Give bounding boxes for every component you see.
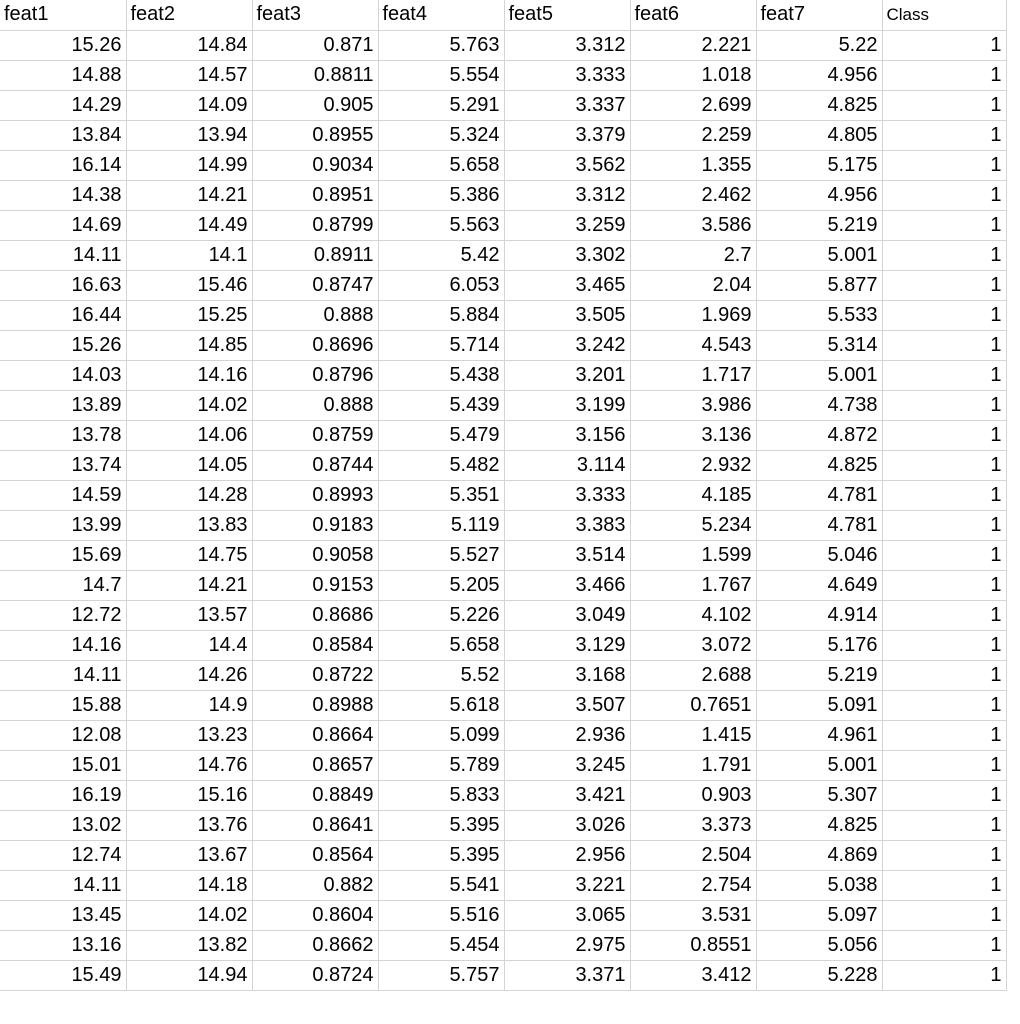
table-cell[interactable]: 3.065: [504, 900, 630, 930]
table-cell[interactable]: 5.234: [630, 510, 756, 540]
table-row: [0, 420, 1006, 450]
table-cell[interactable]: 15.16: [126, 780, 252, 810]
column-header-cell[interactable]: Class: [882, 0, 1006, 30]
table-cell[interactable]: 1: [882, 540, 1006, 570]
table-row: [0, 690, 1006, 720]
table-cell[interactable]: 3.312: [504, 180, 630, 210]
table-cell[interactable]: 2.936: [504, 720, 630, 750]
table-cell[interactable]: 15.88: [0, 690, 126, 720]
table-cell[interactable]: 1.767: [630, 570, 756, 600]
table-cell[interactable]: 4.543: [630, 330, 756, 360]
table-row: [0, 660, 1006, 690]
column-header-cell[interactable]: feat4: [378, 0, 504, 30]
table-cell[interactable]: 14.03: [0, 360, 126, 390]
table-cell[interactable]: 0.8747: [252, 270, 378, 300]
table-cell[interactable]: 6.053: [378, 270, 504, 300]
table-cell[interactable]: 14.76: [126, 750, 252, 780]
table-cell[interactable]: 13.02: [0, 810, 126, 840]
table-cell[interactable]: 0.882: [252, 870, 378, 900]
table-cell[interactable]: 1: [882, 90, 1006, 120]
table-cell[interactable]: 4.914: [756, 600, 882, 630]
table-row: [0, 480, 1006, 510]
table-cell[interactable]: 1: [882, 150, 1006, 180]
table-cell[interactable]: 14.05: [126, 450, 252, 480]
table-cell[interactable]: 3.114: [504, 450, 630, 480]
table-cell[interactable]: 16.63: [0, 270, 126, 300]
table-cell[interactable]: 14.11: [0, 660, 126, 690]
table-cell[interactable]: 3.245: [504, 750, 630, 780]
table-cell[interactable]: 12.72: [0, 600, 126, 630]
table-cell[interactable]: 4.102: [630, 600, 756, 630]
table-cell[interactable]: 4.781: [756, 480, 882, 510]
table-cell[interactable]: 14.99: [126, 150, 252, 180]
table-cell[interactable]: 5.351: [378, 480, 504, 510]
table-cell[interactable]: 5.516: [378, 900, 504, 930]
table-cell[interactable]: 0.8551: [630, 930, 756, 960]
table-cell[interactable]: 3.531: [630, 900, 756, 930]
table-cell[interactable]: 3.312: [504, 30, 630, 60]
table-cell[interactable]: 15.26: [0, 30, 126, 60]
column-header-cell[interactable]: feat7: [756, 0, 882, 30]
table-cell[interactable]: 2.7: [630, 240, 756, 270]
table-cell[interactable]: 0.9153: [252, 570, 378, 600]
table-cell[interactable]: 16.14: [0, 150, 126, 180]
table-cell[interactable]: 15.49: [0, 960, 126, 990]
table-cell[interactable]: 14.57: [126, 60, 252, 90]
table-cell[interactable]: 14.38: [0, 180, 126, 210]
table-cell[interactable]: 1: [882, 600, 1006, 630]
table-cell[interactable]: 0.8759: [252, 420, 378, 450]
table-cell[interactable]: 4.956: [756, 180, 882, 210]
table-cell[interactable]: 1: [882, 570, 1006, 600]
table-cell[interactable]: 14.16: [0, 630, 126, 660]
table-row: [0, 300, 1006, 330]
table-cell[interactable]: 14.21: [126, 570, 252, 600]
table-cell[interactable]: 13.45: [0, 900, 126, 930]
table-cell[interactable]: 5.119: [378, 510, 504, 540]
table-cell[interactable]: 0.8988: [252, 690, 378, 720]
table-cell[interactable]: 14.4: [126, 630, 252, 660]
table-cell[interactable]: 3.199: [504, 390, 630, 420]
table-cell[interactable]: 1.415: [630, 720, 756, 750]
table-cell[interactable]: 4.781: [756, 510, 882, 540]
table-cell[interactable]: 1: [882, 840, 1006, 870]
table-cell[interactable]: 14.28: [126, 480, 252, 510]
table-cell[interactable]: 5.884: [378, 300, 504, 330]
table-cell[interactable]: 1.355: [630, 150, 756, 180]
table-cell[interactable]: 14.02: [126, 900, 252, 930]
table-cell[interactable]: 3.333: [504, 480, 630, 510]
table-cell[interactable]: 2.462: [630, 180, 756, 210]
table-cell[interactable]: 1: [882, 810, 1006, 840]
table-cell[interactable]: 1: [882, 930, 1006, 960]
column-header-cell[interactable]: feat6: [630, 0, 756, 30]
table-cell[interactable]: 1: [882, 210, 1006, 240]
table-cell[interactable]: 4.825: [756, 90, 882, 120]
table-cell[interactable]: 3.373: [630, 810, 756, 840]
table-cell[interactable]: 0.8724: [252, 960, 378, 990]
table-cell[interactable]: 5.226: [378, 600, 504, 630]
table-cell[interactable]: 5.618: [378, 690, 504, 720]
table-row: [0, 750, 1006, 780]
table-cell[interactable]: 3.986: [630, 390, 756, 420]
table-cell[interactable]: 1: [882, 720, 1006, 750]
table-cell[interactable]: 1.018: [630, 60, 756, 90]
table-cell[interactable]: 0.8664: [252, 720, 378, 750]
table-cell[interactable]: 3.337: [504, 90, 630, 120]
table-cell[interactable]: 14.26: [126, 660, 252, 690]
table-cell[interactable]: 5.52: [378, 660, 504, 690]
table-cell[interactable]: 1: [882, 330, 1006, 360]
table-cell[interactable]: 5.438: [378, 360, 504, 390]
table-cell[interactable]: 2.956: [504, 840, 630, 870]
table-cell[interactable]: 3.379: [504, 120, 630, 150]
table-cell[interactable]: 14.1: [126, 240, 252, 270]
table-cell[interactable]: 14.29: [0, 90, 126, 120]
table-row: [0, 780, 1006, 810]
table-cell[interactable]: 13.76: [126, 810, 252, 840]
table-cell[interactable]: 1: [882, 420, 1006, 450]
table-cell[interactable]: 14.02: [126, 390, 252, 420]
table-cell[interactable]: 5.877: [756, 270, 882, 300]
header-row: [0, 0, 1006, 30]
table-cell[interactable]: 5.658: [378, 630, 504, 660]
table-cell[interactable]: 14.7: [0, 570, 126, 600]
table-cell[interactable]: 2.975: [504, 930, 630, 960]
table-cell[interactable]: 5.789: [378, 750, 504, 780]
table-cell[interactable]: 16.44: [0, 300, 126, 330]
table-row: [0, 630, 1006, 660]
table-cell[interactable]: 5.324: [378, 120, 504, 150]
table-cell[interactable]: 5.038: [756, 870, 882, 900]
table-cell[interactable]: 15.25: [126, 300, 252, 330]
table-cell[interactable]: 5.091: [756, 690, 882, 720]
table-cell[interactable]: 1: [882, 240, 1006, 270]
table-cell[interactable]: 0.905: [252, 90, 378, 120]
table-cell[interactable]: 14.11: [0, 240, 126, 270]
table-cell[interactable]: 1: [882, 960, 1006, 990]
table-cell[interactable]: 5.833: [378, 780, 504, 810]
table-cell[interactable]: 5.175: [756, 150, 882, 180]
table-cell[interactable]: 3.586: [630, 210, 756, 240]
table-cell[interactable]: 4.738: [756, 390, 882, 420]
table-cell[interactable]: 14.21: [126, 180, 252, 210]
table-cell[interactable]: 5.228: [756, 960, 882, 990]
table-cell[interactable]: 1.717: [630, 360, 756, 390]
column-header-cell[interactable]: feat3: [252, 0, 378, 30]
table-cell[interactable]: 3.221: [504, 870, 630, 900]
table-cell[interactable]: 1: [882, 300, 1006, 330]
table-cell[interactable]: 0.8722: [252, 660, 378, 690]
table-cell[interactable]: 2.504: [630, 840, 756, 870]
table-cell[interactable]: 13.74: [0, 450, 126, 480]
table-cell[interactable]: 4.956: [756, 60, 882, 90]
table-cell[interactable]: 5.533: [756, 300, 882, 330]
table-cell[interactable]: 0.8849: [252, 780, 378, 810]
table-cell[interactable]: 3.466: [504, 570, 630, 600]
table-cell[interactable]: 0.8662: [252, 930, 378, 960]
table-cell[interactable]: 14.84: [126, 30, 252, 60]
table-cell[interactable]: 13.82: [126, 930, 252, 960]
table-cell[interactable]: 1: [882, 900, 1006, 930]
table-cell[interactable]: 3.302: [504, 240, 630, 270]
table-cell[interactable]: 1: [882, 480, 1006, 510]
table-cell[interactable]: 0.8951: [252, 180, 378, 210]
table-row: [0, 120, 1006, 150]
table-cell[interactable]: 14.59: [0, 480, 126, 510]
table-cell[interactable]: 5.219: [756, 660, 882, 690]
table-cell[interactable]: 3.383: [504, 510, 630, 540]
table-cell[interactable]: 14.16: [126, 360, 252, 390]
table-cell[interactable]: 1: [882, 360, 1006, 390]
table-cell[interactable]: 3.371: [504, 960, 630, 990]
table-cell[interactable]: 13.23: [126, 720, 252, 750]
table-cell[interactable]: 3.412: [630, 960, 756, 990]
table-cell[interactable]: 3.465: [504, 270, 630, 300]
table-cell[interactable]: 1: [882, 870, 1006, 900]
table-cell[interactable]: 0.888: [252, 390, 378, 420]
table-cell[interactable]: 14.49: [126, 210, 252, 240]
table-cell[interactable]: 5.205: [378, 570, 504, 600]
table-cell[interactable]: 5.554: [378, 60, 504, 90]
table-cell[interactable]: 12.74: [0, 840, 126, 870]
table-cell[interactable]: 3.129: [504, 630, 630, 660]
table-cell[interactable]: 1.599: [630, 540, 756, 570]
column-header-cell[interactable]: feat5: [504, 0, 630, 30]
table-cell[interactable]: 5.291: [378, 90, 504, 120]
table-cell[interactable]: 4.825: [756, 810, 882, 840]
table-cell[interactable]: 14.9: [126, 690, 252, 720]
table-cell[interactable]: 0.8584: [252, 630, 378, 660]
table-cell[interactable]: 14.88: [0, 60, 126, 90]
table-cell[interactable]: 5.42: [378, 240, 504, 270]
column-header-cell[interactable]: feat2: [126, 0, 252, 30]
table-cell[interactable]: 0.903: [630, 780, 756, 810]
table-row: [0, 540, 1006, 570]
table-cell[interactable]: 5.099: [378, 720, 504, 750]
table-row: [0, 270, 1006, 300]
table-cell[interactable]: 1: [882, 780, 1006, 810]
table-cell[interactable]: 5.714: [378, 330, 504, 360]
table-cell[interactable]: 0.888: [252, 300, 378, 330]
table-cell[interactable]: 1: [882, 60, 1006, 90]
table-cell[interactable]: 3.026: [504, 810, 630, 840]
table-cell[interactable]: 2.04: [630, 270, 756, 300]
table-cell[interactable]: 5.541: [378, 870, 504, 900]
table-cell[interactable]: 0.8993: [252, 480, 378, 510]
table-row: [0, 210, 1006, 240]
table-cell[interactable]: 14.11: [0, 870, 126, 900]
table-cell[interactable]: 3.049: [504, 600, 630, 630]
table-cell[interactable]: 2.754: [630, 870, 756, 900]
table-cell[interactable]: 14.85: [126, 330, 252, 360]
table-cell[interactable]: 0.8744: [252, 450, 378, 480]
table-cell[interactable]: 1: [882, 750, 1006, 780]
table-cell[interactable]: 4.869: [756, 840, 882, 870]
table-cell[interactable]: 12.08: [0, 720, 126, 750]
table-row: [0, 60, 1006, 90]
table-cell[interactable]: 5.001: [756, 240, 882, 270]
table-row: [0, 450, 1006, 480]
table-cell[interactable]: 15.46: [126, 270, 252, 300]
table-cell[interactable]: 3.333: [504, 60, 630, 90]
table-cell[interactable]: 13.78: [0, 420, 126, 450]
table-cell[interactable]: 13.16: [0, 930, 126, 960]
table-cell[interactable]: 13.57: [126, 600, 252, 630]
table-cell[interactable]: 2.699: [630, 90, 756, 120]
table-cell[interactable]: 14.94: [126, 960, 252, 990]
table-cell[interactable]: 13.83: [126, 510, 252, 540]
table-cell[interactable]: 1: [882, 660, 1006, 690]
table-cell[interactable]: 5.046: [756, 540, 882, 570]
table-cell[interactable]: 3.259: [504, 210, 630, 240]
table-cell[interactable]: 14.69: [0, 210, 126, 240]
table-cell[interactable]: 3.514: [504, 540, 630, 570]
column-header-cell[interactable]: feat1: [0, 0, 126, 30]
table-cell[interactable]: 3.201: [504, 360, 630, 390]
table-cell[interactable]: 3.136: [630, 420, 756, 450]
table-cell[interactable]: 13.67: [126, 840, 252, 870]
table-row: [0, 90, 1006, 120]
table-cell[interactable]: 16.19: [0, 780, 126, 810]
table-row: [0, 870, 1006, 900]
table-cell[interactable]: 15.26: [0, 330, 126, 360]
table-cell[interactable]: 4.872: [756, 420, 882, 450]
table-cell[interactable]: 0.9034: [252, 150, 378, 180]
table-cell[interactable]: 2.688: [630, 660, 756, 690]
table-cell[interactable]: 5.757: [378, 960, 504, 990]
table-cell[interactable]: 2.259: [630, 120, 756, 150]
table-cell[interactable]: 5.527: [378, 540, 504, 570]
table-cell[interactable]: 3.242: [504, 330, 630, 360]
table-cell[interactable]: 5.454: [378, 930, 504, 960]
table-cell[interactable]: 3.156: [504, 420, 630, 450]
table-row: [0, 600, 1006, 630]
table-cell[interactable]: 3.421: [504, 780, 630, 810]
table-cell[interactable]: 1: [882, 30, 1006, 60]
table-row: [0, 390, 1006, 420]
table-cell[interactable]: 0.8686: [252, 600, 378, 630]
table-cell[interactable]: 0.8799: [252, 210, 378, 240]
table-cell[interactable]: 3.562: [504, 150, 630, 180]
table-cell[interactable]: 0.9183: [252, 510, 378, 540]
table-cell[interactable]: 1.791: [630, 750, 756, 780]
table-cell[interactable]: 1: [882, 450, 1006, 480]
table-cell[interactable]: 3.168: [504, 660, 630, 690]
table-row: [0, 930, 1006, 960]
table-row: [0, 510, 1006, 540]
table-cell[interactable]: 5.763: [378, 30, 504, 60]
table-cell[interactable]: 5.439: [378, 390, 504, 420]
table-cell[interactable]: 5.314: [756, 330, 882, 360]
table-cell[interactable]: 0.8796: [252, 360, 378, 390]
table-cell[interactable]: 15.69: [0, 540, 126, 570]
table-row: [0, 900, 1006, 930]
table-cell[interactable]: 0.871: [252, 30, 378, 60]
table-row: [0, 180, 1006, 210]
table-cell[interactable]: 1.969: [630, 300, 756, 330]
table-row: [0, 570, 1006, 600]
table-cell[interactable]: 2.932: [630, 450, 756, 480]
table-cell[interactable]: 5.056: [756, 930, 882, 960]
table-cell[interactable]: 1: [882, 390, 1006, 420]
table-cell[interactable]: 5.395: [378, 840, 504, 870]
table-cell[interactable]: 15.01: [0, 750, 126, 780]
table-cell[interactable]: 14.06: [126, 420, 252, 450]
table-cell[interactable]: 5.658: [378, 150, 504, 180]
table-row: [0, 810, 1006, 840]
table-cell[interactable]: 1: [882, 630, 1006, 660]
table-cell[interactable]: 14.09: [126, 90, 252, 120]
table-cell[interactable]: 1: [882, 270, 1006, 300]
table-cell[interactable]: 13.94: [126, 120, 252, 150]
table-cell[interactable]: 5.563: [378, 210, 504, 240]
table-cell[interactable]: 3.072: [630, 630, 756, 660]
table-cell[interactable]: 5.22: [756, 30, 882, 60]
table-cell[interactable]: 13.99: [0, 510, 126, 540]
table-cell[interactable]: 5.395: [378, 810, 504, 840]
table-cell[interactable]: 5.176: [756, 630, 882, 660]
table-cell[interactable]: 5.307: [756, 780, 882, 810]
table-cell[interactable]: 13.89: [0, 390, 126, 420]
table-cell[interactable]: 1: [882, 120, 1006, 150]
table-row: [0, 720, 1006, 750]
table-cell[interactable]: 4.805: [756, 120, 882, 150]
table-cell[interactable]: 5.479: [378, 420, 504, 450]
table-cell[interactable]: 4.185: [630, 480, 756, 510]
table-cell[interactable]: 0.8696: [252, 330, 378, 360]
table-cell[interactable]: 5.097: [756, 900, 882, 930]
table-cell[interactable]: 1: [882, 690, 1006, 720]
table-cell[interactable]: 5.219: [756, 210, 882, 240]
table-cell[interactable]: 5.001: [756, 360, 882, 390]
table-row: [0, 330, 1006, 360]
table-cell[interactable]: 14.75: [126, 540, 252, 570]
table-cell[interactable]: 13.84: [0, 120, 126, 150]
table-row: [0, 960, 1006, 990]
table-cell[interactable]: 0.8564: [252, 840, 378, 870]
table-row: [0, 360, 1006, 390]
table-row: [0, 240, 1006, 270]
table-row: [0, 150, 1006, 180]
table-cell[interactable]: 0.8657: [252, 750, 378, 780]
table-cell[interactable]: 0.8811: [252, 60, 378, 90]
table-cell[interactable]: 3.505: [504, 300, 630, 330]
table-cell[interactable]: 0.8911: [252, 240, 378, 270]
table-cell[interactable]: 0.8604: [252, 900, 378, 930]
table-cell[interactable]: 5.001: [756, 750, 882, 780]
table-cell[interactable]: 1: [882, 180, 1006, 210]
table-cell[interactable]: 0.8641: [252, 810, 378, 840]
table-cell[interactable]: 1: [882, 510, 1006, 540]
table-row: [0, 840, 1006, 870]
table-cell[interactable]: 4.649: [756, 570, 882, 600]
table-cell[interactable]: 5.482: [378, 450, 504, 480]
table-cell[interactable]: 4.961: [756, 720, 882, 750]
table-cell[interactable]: 0.8955: [252, 120, 378, 150]
table-cell[interactable]: 3.507: [504, 690, 630, 720]
table-row: [0, 30, 1006, 60]
table-cell[interactable]: 0.9058: [252, 540, 378, 570]
table-cell[interactable]: 5.386: [378, 180, 504, 210]
table-cell[interactable]: 2.221: [630, 30, 756, 60]
table-cell[interactable]: 4.825: [756, 450, 882, 480]
table-cell[interactable]: 14.18: [126, 870, 252, 900]
table-cell[interactable]: 0.7651: [630, 690, 756, 720]
